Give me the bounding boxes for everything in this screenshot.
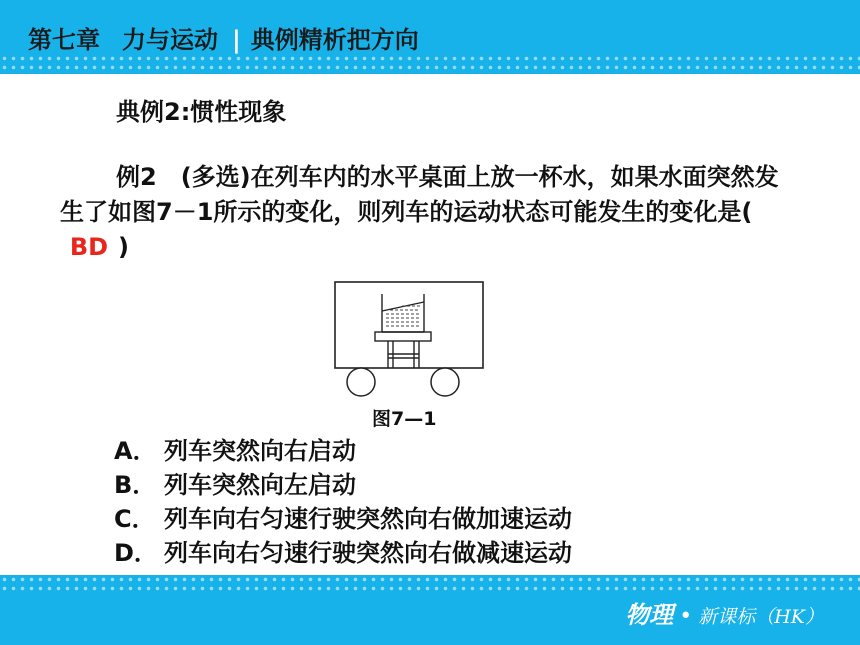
example-title: 典例2:惯性现象 [116,98,287,126]
option-c-text: 列车向右匀速行驶突然向右做加速运动 [164,505,572,533]
question-text [60,160,800,265]
chapter-label: 第七章 [28,26,100,54]
chapter-title: 力与运动 [122,26,218,54]
section-title: 典例精析把方向 [250,26,419,54]
question-body: 例2 (多选)在列车内的水平桌面上放一杯水，如果水面突然发生了如图7－1所示的变化，则列车的运动状态可能发生的变化是( [60,163,779,226]
question-close: ) [118,233,129,261]
header-dot-pattern [0,54,860,74]
option-c-letter: C． [114,505,156,533]
option-c [114,502,572,536]
bullet-dot: • [679,604,693,629]
option-d [114,536,572,570]
option-b-letter: B． [114,471,157,499]
options-list [114,434,572,570]
edition-label: 新课标（HK） [698,606,824,628]
option-a-letter: A． [114,437,157,465]
option-a-text: 列车突然向右启动 [164,437,356,465]
figure-caption: 图7—1 [372,408,437,430]
footer-brand [625,595,824,630]
footer-band [0,575,860,645]
left-wheel [347,368,375,396]
option-b-text: 列车突然向左启动 [164,471,356,499]
slide-content [0,74,860,575]
header-band [0,0,860,74]
option-d-letter: D． [114,539,158,567]
option-d-text: 列车向右匀速行驶突然向右做减速运动 [164,539,572,567]
train-diagram [330,280,490,406]
answer-text: BD [69,233,109,261]
train-car-body [335,282,483,368]
subject-label: 物理 [625,600,674,629]
header-separator: | [232,26,241,54]
footer-dot-pattern [0,575,860,595]
right-wheel [431,368,459,396]
option-b [114,468,572,502]
header-title [28,20,419,55]
option-a [114,434,572,468]
